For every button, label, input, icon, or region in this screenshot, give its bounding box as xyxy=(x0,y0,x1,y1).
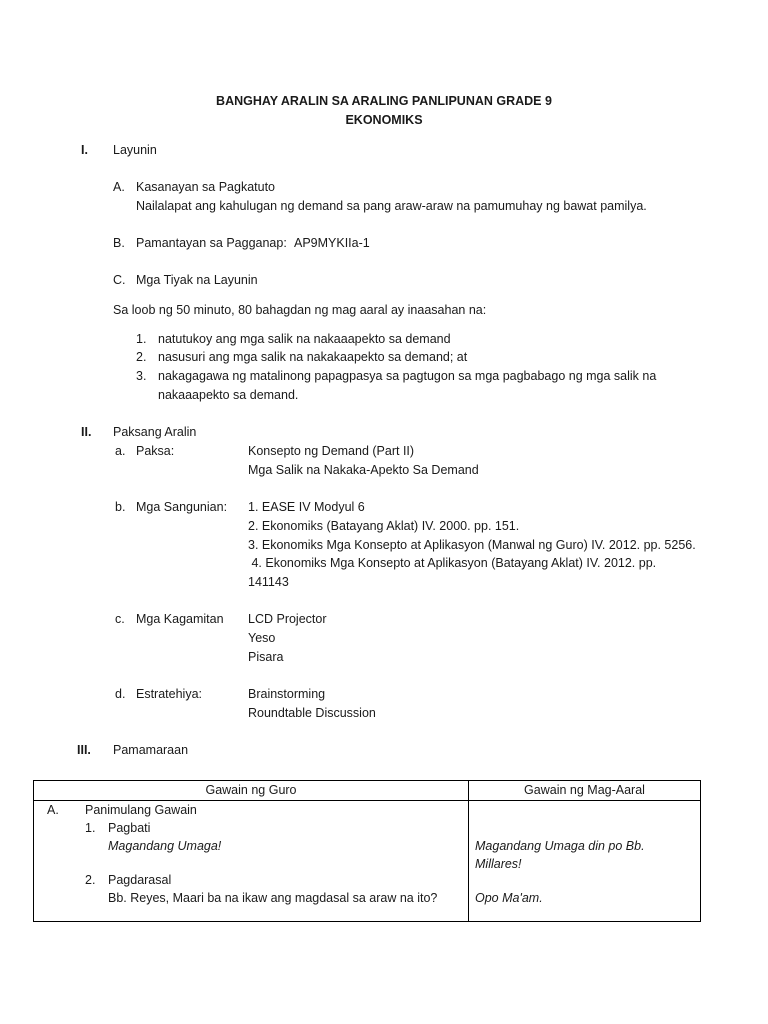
section-2-numeral: II. xyxy=(81,425,92,439)
sanggunian-line-1: 1. EASE IV Modyul 6 xyxy=(248,500,365,514)
estratehiya-line-1: Brainstorming xyxy=(248,687,326,701)
paksa-label: Paksa: xyxy=(136,444,175,458)
item-2-teacher-text: Bb. Reyes, Maari ba na ikaw ang magdasal sa araw na ito? xyxy=(108,890,438,905)
sanggunian-line-2: 2. Ekonomiks (Batayang Aklat) IV. 2000. pp. 151. xyxy=(248,519,520,533)
objective-3-text-line-1: nakagagawa ng matalinong papagpasya sa pagtugon sa mga pagbabago ng mga salik na xyxy=(158,369,657,383)
paksa-letter: a. xyxy=(115,444,126,458)
section-1a-letter: A. xyxy=(113,180,125,194)
paksa-line-2: Mga Salik na Nakaka-Apekto Sa Demand xyxy=(248,463,479,477)
sanggunian-line-3: 3. Ekonomiks Mga Konsepto at Aplikasyon (Manwal ng Guro) IV. 2012. pp. 5256. xyxy=(248,538,696,552)
teacher-activity-header: Gawain ng Guro xyxy=(34,781,469,801)
kagamitan-label: Mga Kagamitan xyxy=(136,612,224,626)
sanggunian-line-5: 141143 xyxy=(248,575,289,589)
sanggunian-label: Mga Sangunian: xyxy=(136,500,228,514)
section-2-heading: Paksang Aralin xyxy=(113,425,197,439)
student-activity-header: Gawain ng Mag-Aaral xyxy=(469,781,701,801)
item-1-student-line-2: Millares! xyxy=(475,856,522,871)
section-1b-title: Pamantayan sa Pagganap: xyxy=(136,236,287,250)
item-1-teacher-text: Magandang Umaga! xyxy=(108,838,222,853)
document-subtitle: EKONOMIKS xyxy=(345,113,423,127)
kagamitan-line-1: LCD Projector xyxy=(248,612,327,626)
item-2-title: Pagdarasal xyxy=(108,872,172,887)
section-1b-letter: B. xyxy=(113,236,125,250)
section-1-numeral: I. xyxy=(81,143,88,157)
procedure-table xyxy=(33,780,701,922)
section-3-heading: Pamamaraan xyxy=(113,743,189,757)
teacher-activity-cell xyxy=(34,800,469,921)
objective-3-num: 3. xyxy=(136,369,147,383)
objective-2-text: nasusuri ang mga salik na nakakaapekto sa demand; at xyxy=(158,350,468,364)
item-1-title: Pagbati xyxy=(108,820,151,835)
sanggunian-letter: b. xyxy=(115,500,126,514)
section-3-numeral: III. xyxy=(77,743,91,757)
table-row xyxy=(34,800,701,921)
item-2-student-text: Opo Ma'am. xyxy=(475,890,543,905)
section-1a-text: Nailalapat ang kahulugan ng demand sa pang araw-araw na pamumuhay ng bawat pamilya. xyxy=(136,199,647,213)
objective-1-num: 1. xyxy=(136,332,147,346)
estratehiya-label: Estratehiya: xyxy=(136,687,203,701)
section-1a-title: Kasanayan sa Pagkatuto xyxy=(136,180,275,194)
group-title: Panimulang Gawain xyxy=(85,802,197,817)
table-header-row xyxy=(34,781,701,801)
group-letter: A. xyxy=(47,802,59,817)
item-2-num: 2. xyxy=(85,872,96,887)
objective-3-text-line-2: nakaaapekto sa demand. xyxy=(158,388,299,402)
estratehiya-letter: d. xyxy=(115,687,126,701)
estratehiya-line-2: Roundtable Discussion xyxy=(248,706,376,720)
student-activity-cell xyxy=(469,800,701,921)
objectives-intro: Sa loob ng 50 minuto, 80 bahagdan ng mag aaral ay inaasahan na: xyxy=(113,303,487,317)
kagamitan-line-2: Yeso xyxy=(248,631,276,645)
paksa-line-1: Konsepto ng Demand (Part II) xyxy=(248,444,415,458)
section-1c-letter: C. xyxy=(113,273,126,287)
section-1-heading: Layunin xyxy=(113,143,157,157)
item-1-num: 1. xyxy=(85,820,96,835)
section-1c-title: Mga Tiyak na Layunin xyxy=(136,273,258,287)
objective-1-text: natutukoy ang mga salik na nakaaapekto sa demand xyxy=(158,332,451,346)
sanggunian-line-4: 4. Ekonomiks Mga Konsepto at Aplikasyon (Batayang Aklat) IV. 2012. pp. xyxy=(248,556,657,570)
objective-2-num: 2. xyxy=(136,350,147,364)
section-1b-code: AP9MYKIIa-1 xyxy=(294,236,370,250)
kagamitan-letter: c. xyxy=(115,612,125,626)
item-1-student-line-1: Magandang Umaga din po Bb. xyxy=(475,838,645,853)
kagamitan-line-3: Pisara xyxy=(248,650,284,664)
document-title: BANGHAY ARALIN SA ARALING PANLIPUNAN GRADE 9 xyxy=(216,94,552,108)
